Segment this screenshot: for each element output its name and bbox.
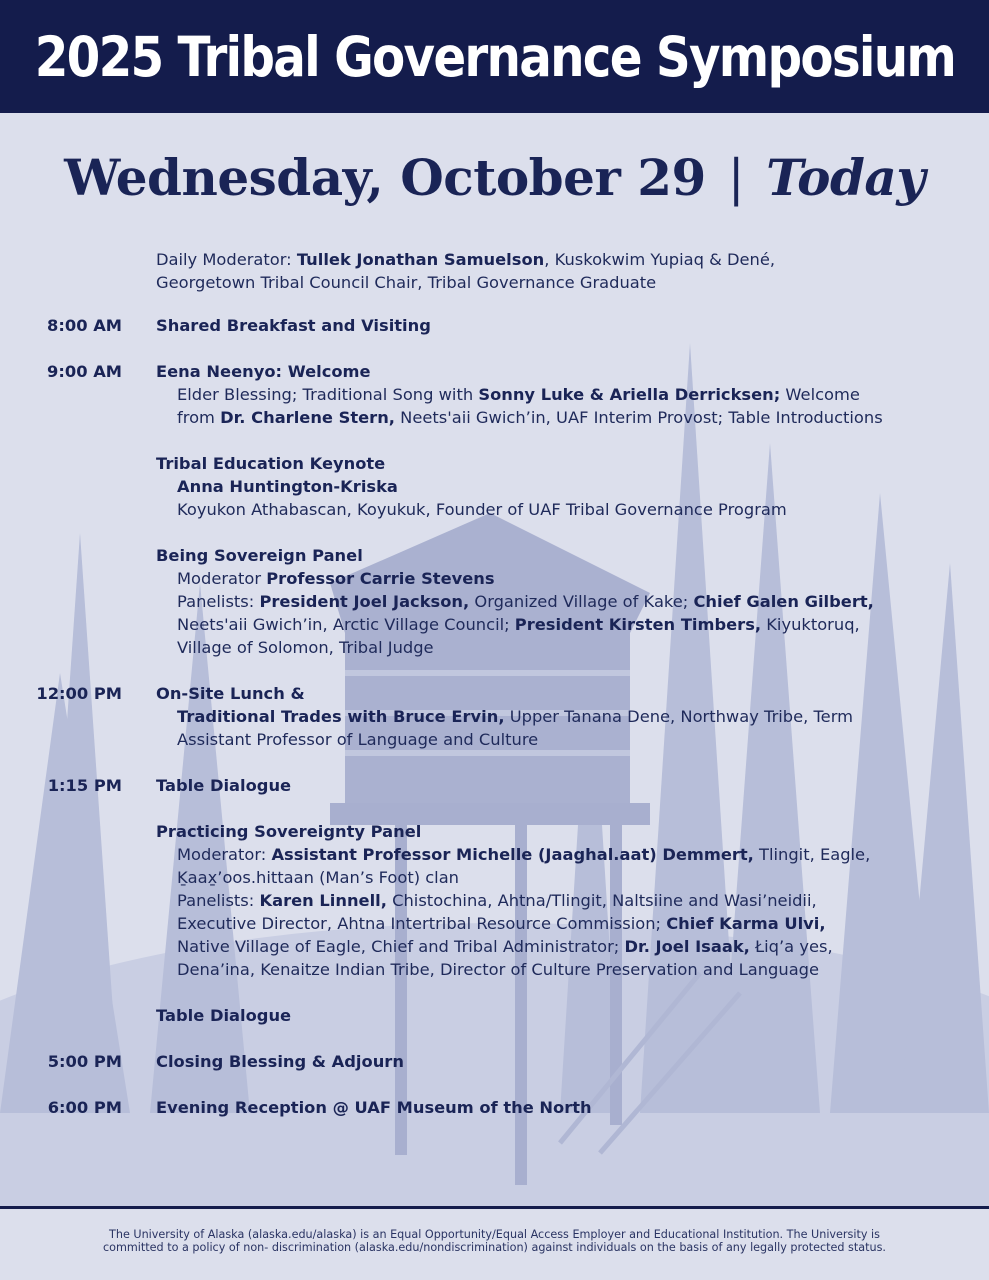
event-title: Practicing Sovereignty Panel (156, 822, 422, 841)
header-banner (0, 0, 989, 113)
event-detail: Native Village of Eagle, Chief and Tribal Administrator; Dr. Joel Isaak, Łiq’a yes, (177, 937, 833, 956)
event-detail: Moderator: Assistant Professor Michelle (Jaaghal.aat) Demmert, Tlingit, Eagle, (177, 845, 871, 864)
event-detail: Traditional Trades with Bruce Ervin, Upper Tanana Dene, Northway Tribe, Term (177, 707, 853, 726)
event-detail: Koyukon Athabascan, Koyukuk, Founder of UAF Tribal Governance Program (177, 500, 787, 519)
time-label: 6:00 PM (47, 1098, 122, 1117)
date-separator: | (727, 149, 745, 207)
event-title: Being Sovereign Panel (156, 546, 363, 565)
footer-disclaimer (0, 1228, 989, 1254)
footer-divider (0, 1206, 989, 1209)
moderator-name: Tullek Jonathan Samuelson (296, 250, 545, 269)
event-detail: Panelists: President Joel Jackson, Organized Village of Kake; Chief Galen Gilbert, (177, 592, 874, 611)
today-label: Today (766, 148, 925, 207)
time-label: 1:15 PM (47, 776, 122, 795)
date-text: Wednesday, October 29 (64, 148, 706, 207)
footer-line: committed to a policy of non- discrimination (alaska.edu/nondiscrimination) against individuals on the basis of any legally protected status. (102, 1241, 886, 1254)
event-title: Tribal Education Keynote (156, 454, 386, 473)
event-detail: Dena’ina, Kenaitze Indian Tribe, Director of Culture Preservation and Language (177, 960, 820, 979)
event-detail: from Dr. Charlene Stern, Neets'aii Gwich’in, UAF Interim Provost; Table Introductions (177, 408, 883, 427)
footer-line: The University of Alaska (alaska.edu/alaska) is an Equal Opportunity/Equal Access Employer and Educational Institution. The University is (109, 1228, 880, 1241)
event-detail: Panelists: Karen Linnell, Chistochina, Ahtna/Tlingit, Naltsiine and Wasi’neidii, (177, 891, 817, 910)
event-title: On-Site Lunch & (156, 684, 305, 703)
event-detail: Neets'aii Gwich’in, Arctic Village Council; President Kirsten Timbers, Kiyuktoruq, (177, 615, 860, 634)
event-title: Evening Reception @ UAF Museum of the North (156, 1098, 592, 1117)
event-title: Eena Neenyo: Welcome (156, 362, 371, 381)
event-detail: Assistant Professor of Language and Culture (177, 730, 539, 749)
event-detail: Village of Solomon, Tribal Judge (177, 638, 434, 657)
moderator-line-2: Georgetown Tribal Council Chair, Tribal Governance Graduate (156, 273, 657, 292)
time-label: 8:00 AM (47, 316, 122, 335)
event-title: Table Dialogue (156, 776, 292, 795)
event-detail: Ḵaax̱’oos.hittaan (Man’s Foot) clan (177, 868, 459, 887)
date-heading (0, 148, 989, 207)
event-title: Shared Breakfast and Visiting (156, 316, 431, 335)
event-title: Closing Blessing & Adjourn (156, 1052, 404, 1071)
time-label: 12:00 PM (36, 684, 122, 703)
event-detail: Executive Director, Ahtna Intertribal Resource Commission; Chief Karma Ulvi, (177, 914, 826, 933)
moderator-line-1: Daily Moderator: Tullek Jonathan Samuelson, Kuskokwim Yupiaq & Dené, (156, 250, 776, 269)
event-detail: Elder Blessing; Traditional Song with Sonny Luke & Ariella Derricksen; Welcome (177, 385, 860, 404)
event-detail: Moderator Professor Carrie Stevens (177, 569, 495, 588)
event-title: Table Dialogue (156, 1006, 292, 1025)
time-label: 9:00 AM (47, 362, 122, 381)
symposium-title: 2025 Tribal Governance Symposium (34, 24, 955, 89)
time-label: 5:00 PM (47, 1052, 122, 1071)
keynote-speaker: Anna Huntington-Kriska (177, 477, 398, 496)
